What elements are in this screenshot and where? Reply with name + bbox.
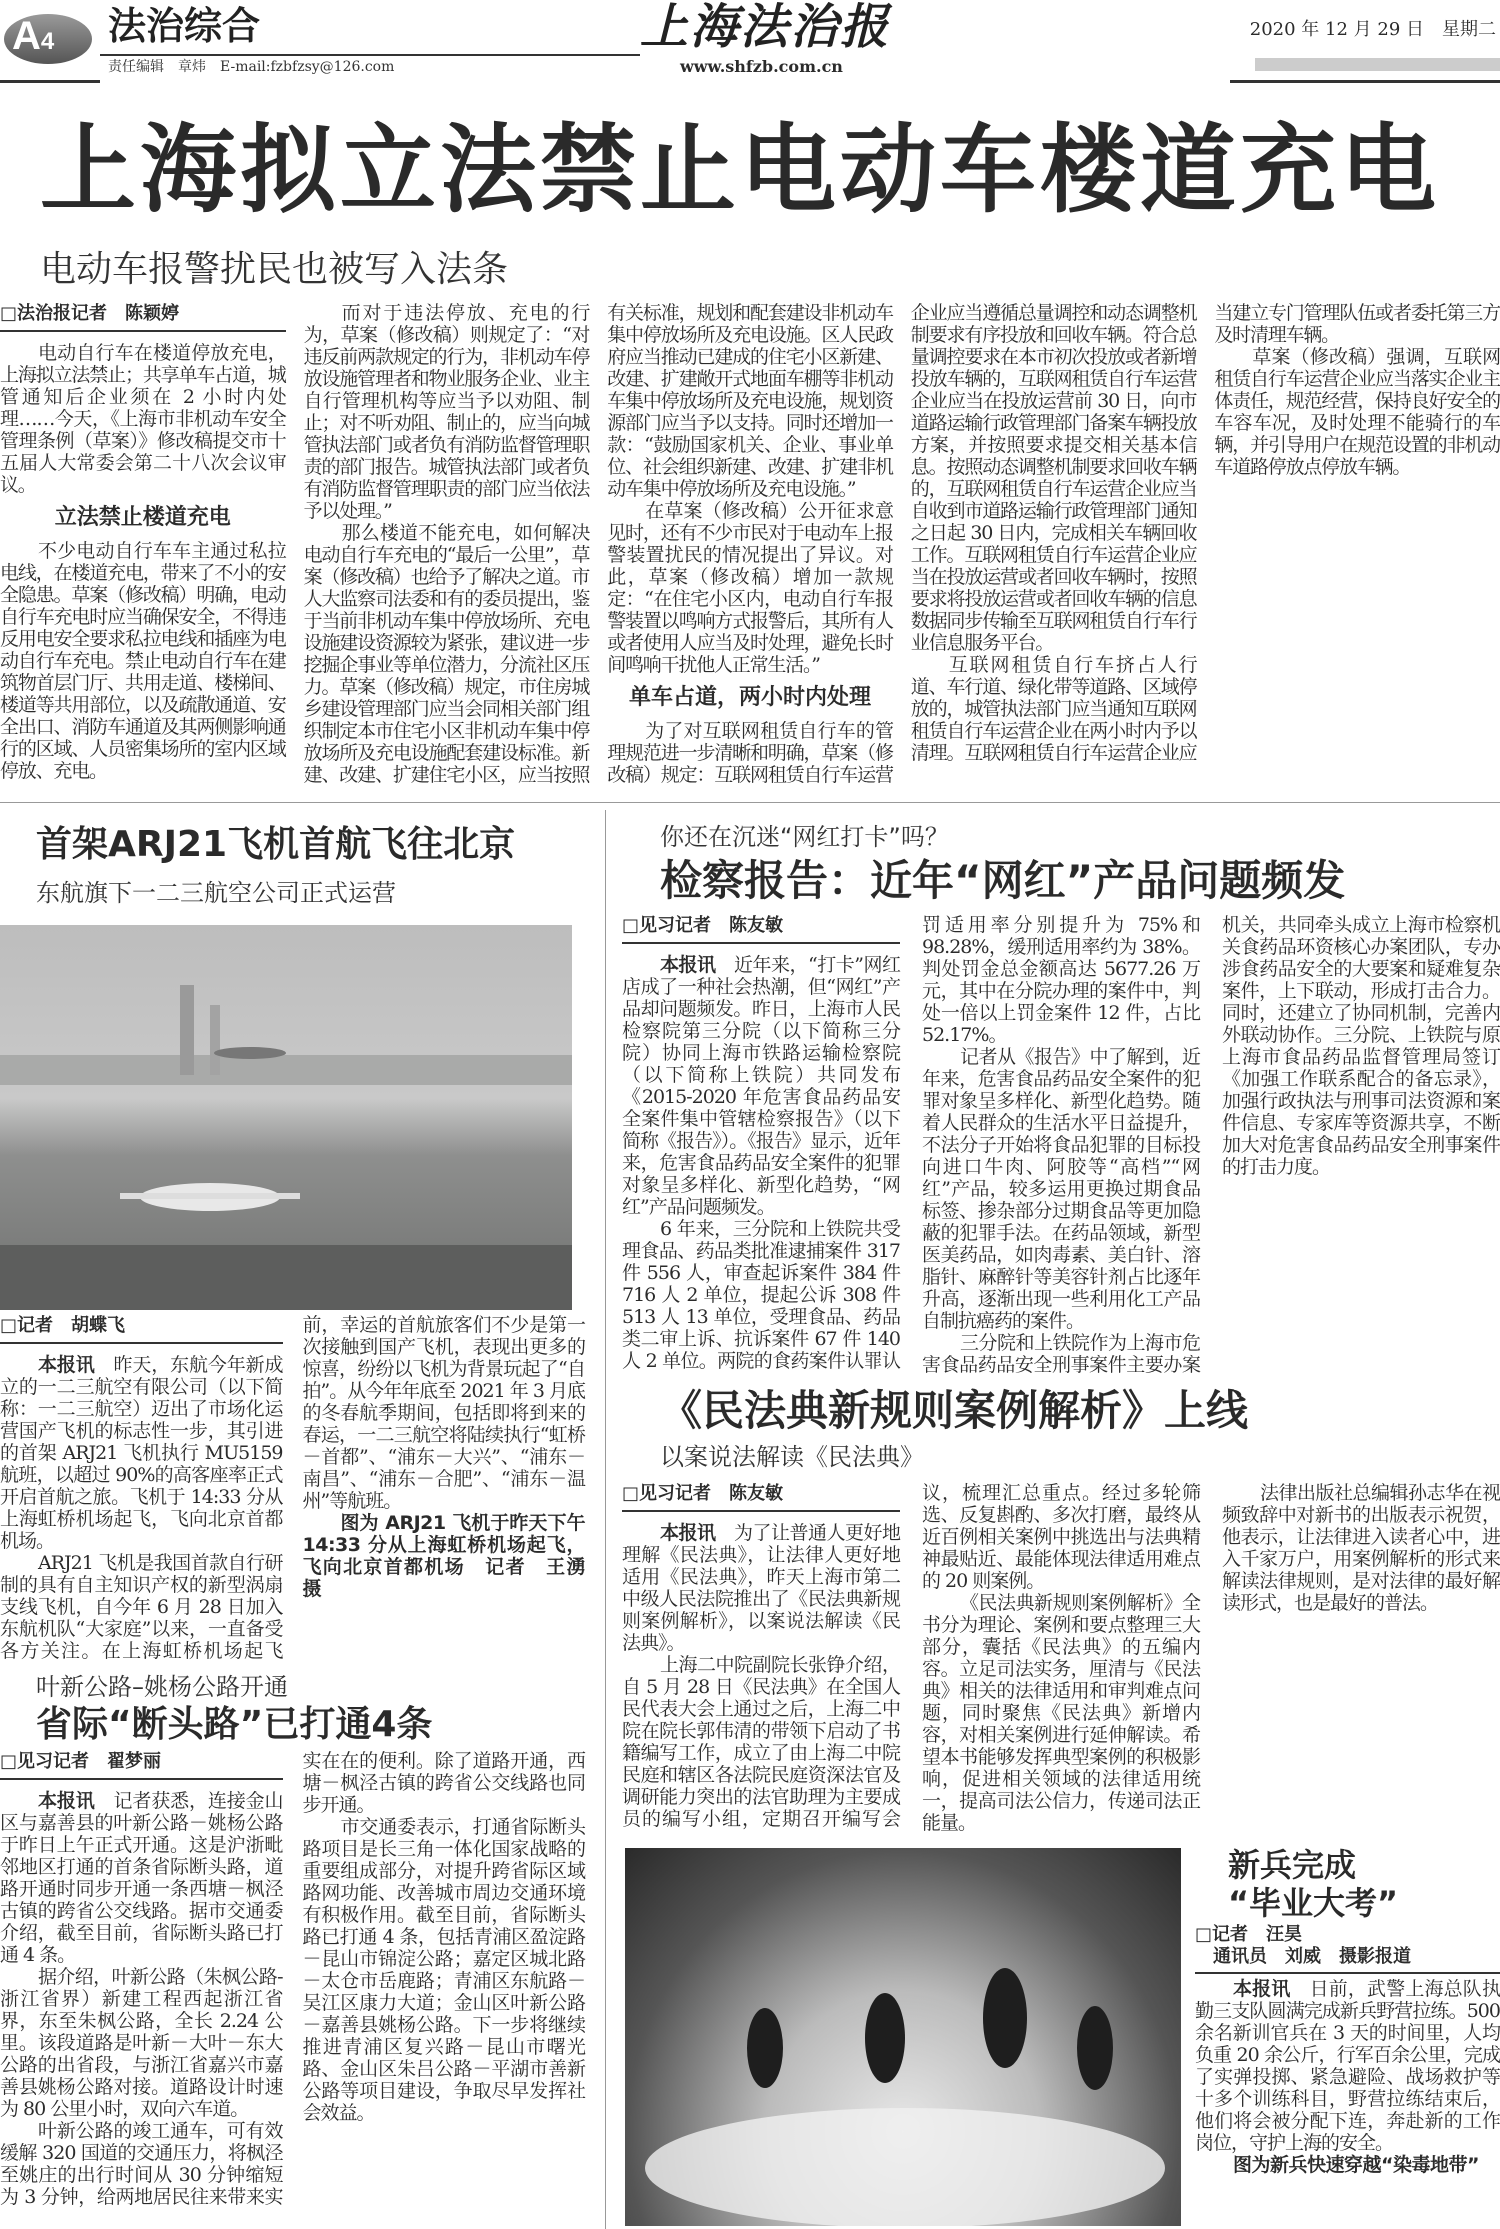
paragraph [622,1522,900,1654]
page-letter: A [12,14,41,58]
issue-date: 2020 年 12 月 29 日 星期二 [1249,19,1496,40]
photo-caption: 图为 ARJ21 飞机于昨天下午 14:33 分从上海虹桥机场起飞，飞向北京首都机场 记者 王湧 摄 [302,1512,604,1600]
road-kicker: 叶新公路–姚杨公路开通 [36,1673,288,1701]
lead-subheadline: 电动车报警扰民也被写入法条 [40,249,509,290]
lead-label: 本报讯 [660,954,716,976]
arj21-subheadline: 东航旗下一二三航空公司正式运营 [36,879,396,907]
paragraph: 据介绍，叶新公路（朱枫公路-浙江省界）新建工程西起浙江省界，东至朱枫公路，全长 2.24 公里。该段道路是叶新－大叶－东大公路的出省段，与浙江省嘉兴市嘉善县姚杨公路对接。道路设计时速为 80 公里小时，双向六车道。 [0,1966,283,2120]
lead-label: 本报讯 [1233,1978,1291,2000]
paragraph: 不少电动自行车车主通过私拉电线，在楼道充电，带来了不小的安全隐患。草案（修改稿）明确，电动自行车充电时应当确保安全，不得违反用电安全要求私拉电线和插座为电动自行车充电。禁止电动自行车在建筑物首层门厅、共用走道、楼梯间、楼道等共用部位，以及疏散通道、安全出口、消防车通道及其两侧影响通行的区域、人员密集场所的室内区域停放、充电。 [0,540,286,782]
photo-caption: 图为新兵快速穿越“染毒地带” [1233,2154,1479,2176]
paragraph: 叶新公路的竣工通车，可有效缓解 320 国道的交通压力，将枫泾至姚庄的出行时间从 30 分钟缩短为 3 分钟，给两地居民往来带来实实在在的便利。除了道路开通，西塘－枫泾古镇的跨省公交线路也同步开通。 [0,1750,585,2208]
paragraph: 互联网租赁自行车挤占人行道、车行道、绿化带等道路、区域停放的，城管执法部门应当通知互联网租赁自行车运营企业在两小时内予以清理。互联网租赁自行车运营企业应当建立专门管理队伍或者委托第三方及时清理车辆。 [910,302,1500,764]
arj21-photo [0,925,572,1310]
section-title: 法治综合 [108,4,261,48]
soldiers-photo-illustration [625,1848,1181,2226]
byline: □见习记者 翟梦丽 [0,1750,283,1780]
wanghong-headline: 检察报告：近年“网红”产品问题频发 [660,856,1346,905]
soldiers-article-body [1195,1978,1500,2228]
header-rule-right [1230,80,1500,83]
paragraph: 《民法典新规则案例解析》全书分为理论、案例和要点整理三大部分，囊括《民法典》的五编内容。立足司法实务，厘清与《民法典》相关的法律适用和审判难点问题，同时聚焦《民法典》新增内容，对相关案例进行延伸解读。希望本书能够发挥典型案例的积极影响，促进相关领域的法律适用统一，提高司法公信力，传递司法正能量。 [922,1592,1200,1834]
airplane-photo-illustration [0,925,572,1310]
section-subhead: 单车占道，两小时内处理 [628,685,871,710]
lead-article-body [0,302,1500,796]
paragraph [0,1790,283,1966]
byline: □法治报记者 陈颖婷 [0,302,286,332]
paragraph: 6 年来，三分院和上铁院共受理食品、药品类批准逮捕案件 317 件 556 人，审查起诉案件 384 件 716 人 2 单位，提起公诉 308 件 513 人 13 单位，受理食品、药品类二审上诉、抗诉案件 67 件 140 人 2 单位。两院的食药案件认罪认罚适用率分别提升为 75%和 98.28%，缓刑适用率约为 38%。判处罚金总金额高达 5677.26 万元，其中在分院办理的案件中，判处一倍以上罚金案件 12 件，占比 52.17%。 [622,914,1200,1372]
paragraph: 法律出版社总编辑孙志华在视频致辞中对新书的出版表示祝贺，他表示，让法律进入读者心中，进入千家万户，用案例解析的形式来解读法律规则，是对法律的最好解读形式，也是最好的普法。 [1222,1482,1500,1614]
paragraph-text: 日前，武警上海总队执勤三支队圆满完成新兵野营拉练。500 余名新训官兵在 3 天的时间里，人均负重 20 余公斤，行军百余公里，完成了实弹投掷、紧急避险、战场救护等十多个训练科目，野营拉练结束后，他们将会被分配下连，奔赴新的工作岗位，守护上海的安全。 [1195,1978,1500,2154]
editor-info: 责任编辑 章炜 E-mail:fzbfzsy@126.com [108,59,395,75]
paragraph-text: 昨天，东航今年新成立的一二三航空有限公司（以下简称：一二三航空）迈出了市场化运营国产飞机的标志性一步，其引进的首架 ARJ21 飞机执行 MU5159 航班，以超过 90%的高客座率正式开启首航之旅。飞机于 14:33 分从上海虹桥机场起飞，飞向北京首都机场。 [0,1354,283,1552]
header-rule-left [0,80,100,83]
paragraph: 三分院和上铁院作为上海市危害食品药品安全刑事案件主要办案机关，共同牵头成立上海市检察机关食药品环资核心办案团队，专办涉食药品安全的大要案和疑难复杂案件，上下联动，形成打击合力。同时，还建立了协同机制，完善内外联动协作。三分院、上铁院与原上海市食品药品监督管理局签订《加强工作联系配合的备忘录》，加强行政执法与刑事司法资源和案件信息、专家库等资源共享，不断加大对危害食品药品安全刑事案件的打击力度。 [922,914,1500,1376]
soldiers-photo [625,1848,1181,2226]
paragraph: 上海二中院副院长张铮介绍，自 5 月 28 日《民法典》在全国人民代表大会上通过之后，上海二中院在院长郭伟清的带领下启动了书籍编写工作，成立了由上海二中院民庭和辖区各法院民庭资深法官及调研能力突出的法官助理为主要成员的编写小组，定期召开编写会议，梳理汇总重点。经过多轮筛选、反复斟酌、多次打磨，最终从近百例相关案例中挑选出与法典精神最贴近、最能体现法律适用难点的 20 则案例。 [622,1482,1200,1830]
road-article-body [0,1750,585,2228]
civil-code-subheadline: 以案说法解读《民法典》 [660,1443,924,1471]
section-subhead: 立法禁止楼道充电 [54,505,231,530]
paragraph [0,1354,283,1552]
civil-code-headline: 《民法典新规则案例解析》上线 [660,1386,1249,1435]
soldiers-byline [1195,1924,1500,1974]
road-headline: 省际“断头路”已打通4条 [36,1704,433,1745]
newspaper-logo: 上海法治报 [640,0,891,55]
lead-headline: 上海拟立法禁止电动车楼道充电 [40,114,1440,226]
paragraph [622,954,900,1218]
byline: □见习记者 陈友敏 [622,914,900,944]
soldiers-headline-1: 新兵完成 [1228,1846,1357,1884]
paragraph: 而对于违法停放、充电的行为，草案（修改稿）则规定了：“对违反前两款规定的行为，非机动车停放设施管理者和物业服务企业、业主自行管理机构等应当予以劝阻、制止；对不听劝阻、制止的，应当向城管执法部门或者负有消防监督管理职责的部门报告。城管执法部门或者负有消防监督管理职责的部门应当依法予以处理。” [303,302,590,522]
soldiers-headline-2: “毕业大考” [1228,1884,1399,1922]
civil-code-article-body [622,1482,1500,1834]
lead-label: 本报讯 [660,1522,716,1544]
wanghong-article-body [622,914,1500,1376]
page-number-badge [4,14,92,64]
paragraph: 为了对互联网租赁自行车的管理规范进一步清晰和明确，草案（修改稿）规定：互联网租赁自行车运营企业应当遵循总量调控和动态调整机制要求有序投放和回收车辆。符合总量调控要求在本市初次投放或者新增投放车辆的，互联网租赁自行车运营企业应当在投放运营前 30 日，向市道路运输行政管理部门备案车辆投放方案，并按照要求提交相关基本信息。按照动态调整机制要求回收车辆的，互联网租赁自行车运营企业应当自收到市道路运输行政管理部门通知之日起 30 日内，完成相关车辆回收工作。互联网租赁自行车运营企业应当在投放运营或者回收车辆时，按照要求将投放运营或者回收车辆的信息数据同步传输至互联网租赁自行车行业信息服务平台。 [607,302,1197,786]
byline: □见习记者 陈友敏 [622,1482,900,1512]
lead-label: 本报讯 [38,1790,95,1812]
paragraph: 市交通委表示，打通省际断头路项目是长三角一体化国家战略的重要组成部分，对提升跨省际区域路网功能、改善城市周边交通环境有积极作用。截至目前，省际断头路已打通 4 条，包括青浦区盈淀路－昆山市锦淀公路；嘉定区城北路－太仓市岳鹿路；青浦区东航路－吴江区康力大道；金山区叶新公路－嘉善县姚杨公路。下一步将继续推进青浦区复兴路－昆山市曙光路、金山区朱吕公路－平湖市善新公路等项目建设，争取尽早发挥社会效益。 [302,1816,585,2124]
byline-photographer: 通讯员 刘威 摄影报道 [1213,1946,1411,1967]
paragraph: 在草案（修改稿）公开征求意见时，还有不少市民对于电动车上报警装置扰民的情况提出了异议。对此，草案（修改稿）增加一款规定：“在住宅小区内，电动自行车报警装置以鸣响方式报警后，其所有人或者使用人应当及时处理，避免长时间鸣响干扰他人正常生活。” [607,500,893,676]
header-rule-top [100,54,640,56]
arj21-article-body [0,1314,604,1668]
header-band [1255,58,1500,71]
paragraph-text: 近年来，“打卡”网红店成了一种社会热潮，但“网红”产品却问题频发。昨日，上海市人民检察院第三分院（以下简称三分院）协同上海市铁路运输检察院（以下简称上铁院）共同发布《2015-2020 年危害食品药品安全案件集中管辖检察报告》（以下简称《报告》）。《报告》显示，近年来，危害食品药品安全案件的犯罪对象呈多样化、新型化趋势，“网红”产品问题频发。 [622,954,900,1218]
paragraph: 草案（修改稿）强调，互联网租赁自行车运营企业应当落实企业主体责任，规范经营，保持良好安全的车容车况，及时处理不能骑行的车辆，并引导用户在规范设置的非机动车道路停放点停放车辆。 [1214,346,1500,478]
website-link[interactable]: www.shfzb.com.cn [680,57,843,76]
paragraph: ARJ21 飞机是我国首款自行研制的具有自主知识产权的新型涡扇支线飞机，自今年 6 月 28 日加入东航机队“大家庭”以来，一直备受各方关注。在上海虹桥机场起飞前，幸运的首航旅客们不少是第一次接触到国产飞机，表现出更多的惊喜，纷纷以飞机为背景玩起了“自拍”。从今年年底至 2021 年 3 月底的冬春航季期间，包括即将到来的春运，一二三航空将陆续执行“虹桥－首都”、“浦东－大兴”、“浦东－南昌”、“浦东－合肥”、“浦东－温州”等航班。 [0,1314,585,1662]
wanghong-kicker: 你还在沉迷“网红打卡”吗？ [660,823,949,851]
lead-label: 本报讯 [38,1354,95,1376]
paragraph: 记者从《报告》中了解到，近年来，危害食品药品安全案件的犯罪对象呈多样化、新型化趋势。随着人民群众的生活水平日益提升，不法分子开始将食品犯罪的目标投向进口牛肉、阿胶等“高档”“网红”产品，较多运用更换过期食品标签、掺杂部分过期食品等更加隐蔽的犯罪手法。在药品领域，新型医美药品，如肉毒素、美白针、溶脂针、麻醉针等美容针剂占比逐年升高，逐渐出现一些利用化工产品自制抗癌药的案件。 [922,1046,1200,1332]
column-divider [605,810,606,2229]
section-divider [0,802,1500,803]
byline-reporter: □记者 汪昊 [1195,1924,1303,1945]
paragraph [1195,1978,1500,2154]
arj21-headline: 首架ARJ21飞机首航飞往北京 [36,824,516,865]
paragraph-text: 记者获悉，连接金山区与嘉善县的叶新公路－姚杨公路于昨日上午正式开通。这是沪浙毗邻地区打通的首条省际断头路，道路开通时同步开通一条西塘－枫泾古镇的跨省公交线路。据市交通委介绍，截至目前，省际断头路已打通 4 条。 [0,1790,283,1966]
paragraph: 那么楼道不能充电，如何解决电动自行车充电的“最后一公里”，草案（修改稿）也给予了解决之道。市人大监察司法委和有的委员提出，鉴于当前非机动车集中停放场所、充电设施建设资源较为紧张，建议进一步挖掘企事业等单位潜力，分流社区压力。草案（修改稿）规定，市住房城乡建设管理部门应当会同相关部门组织制定本市住宅小区非机动车集中停放场所及充电设施配套建设标准。新建、改建、扩建住宅小区，应当按照有关标准，规划和配套建设非机动车集中停放场所及充电设施。区人民政府应当推动已建成的住宅小区新建、改建、扩建敞开式地面车棚等非机动车集中停放场所及充电设施，规划资源部门应当予以支持。同时还增加一款：“鼓励国家机关、企业、事业单位、社会组织新建、改建、扩建非机动车集中停放场所及充电设施。” [303,302,893,786]
page-digit: 4 [40,28,55,55]
byline: □记者 胡蝶飞 [0,1314,283,1344]
paragraph-text: 为了让普通人更好地理解《民法典》，让法律人更好地适用《民法典》，昨天上海市第二中级人民法院推出了《民法典新规则案例解析》，以案说法解读《民法典》。 [622,1522,900,1654]
paragraph: 电动自行车在楼道停放充电，上海拟立法禁止；共享单车占道，城管通知后企业须在 2 小时内处理……今天，《上海市非机动车安全管理条例（草案）》修改稿提交市十五届人大常委会第二十八次会议审议。 [0,342,286,496]
